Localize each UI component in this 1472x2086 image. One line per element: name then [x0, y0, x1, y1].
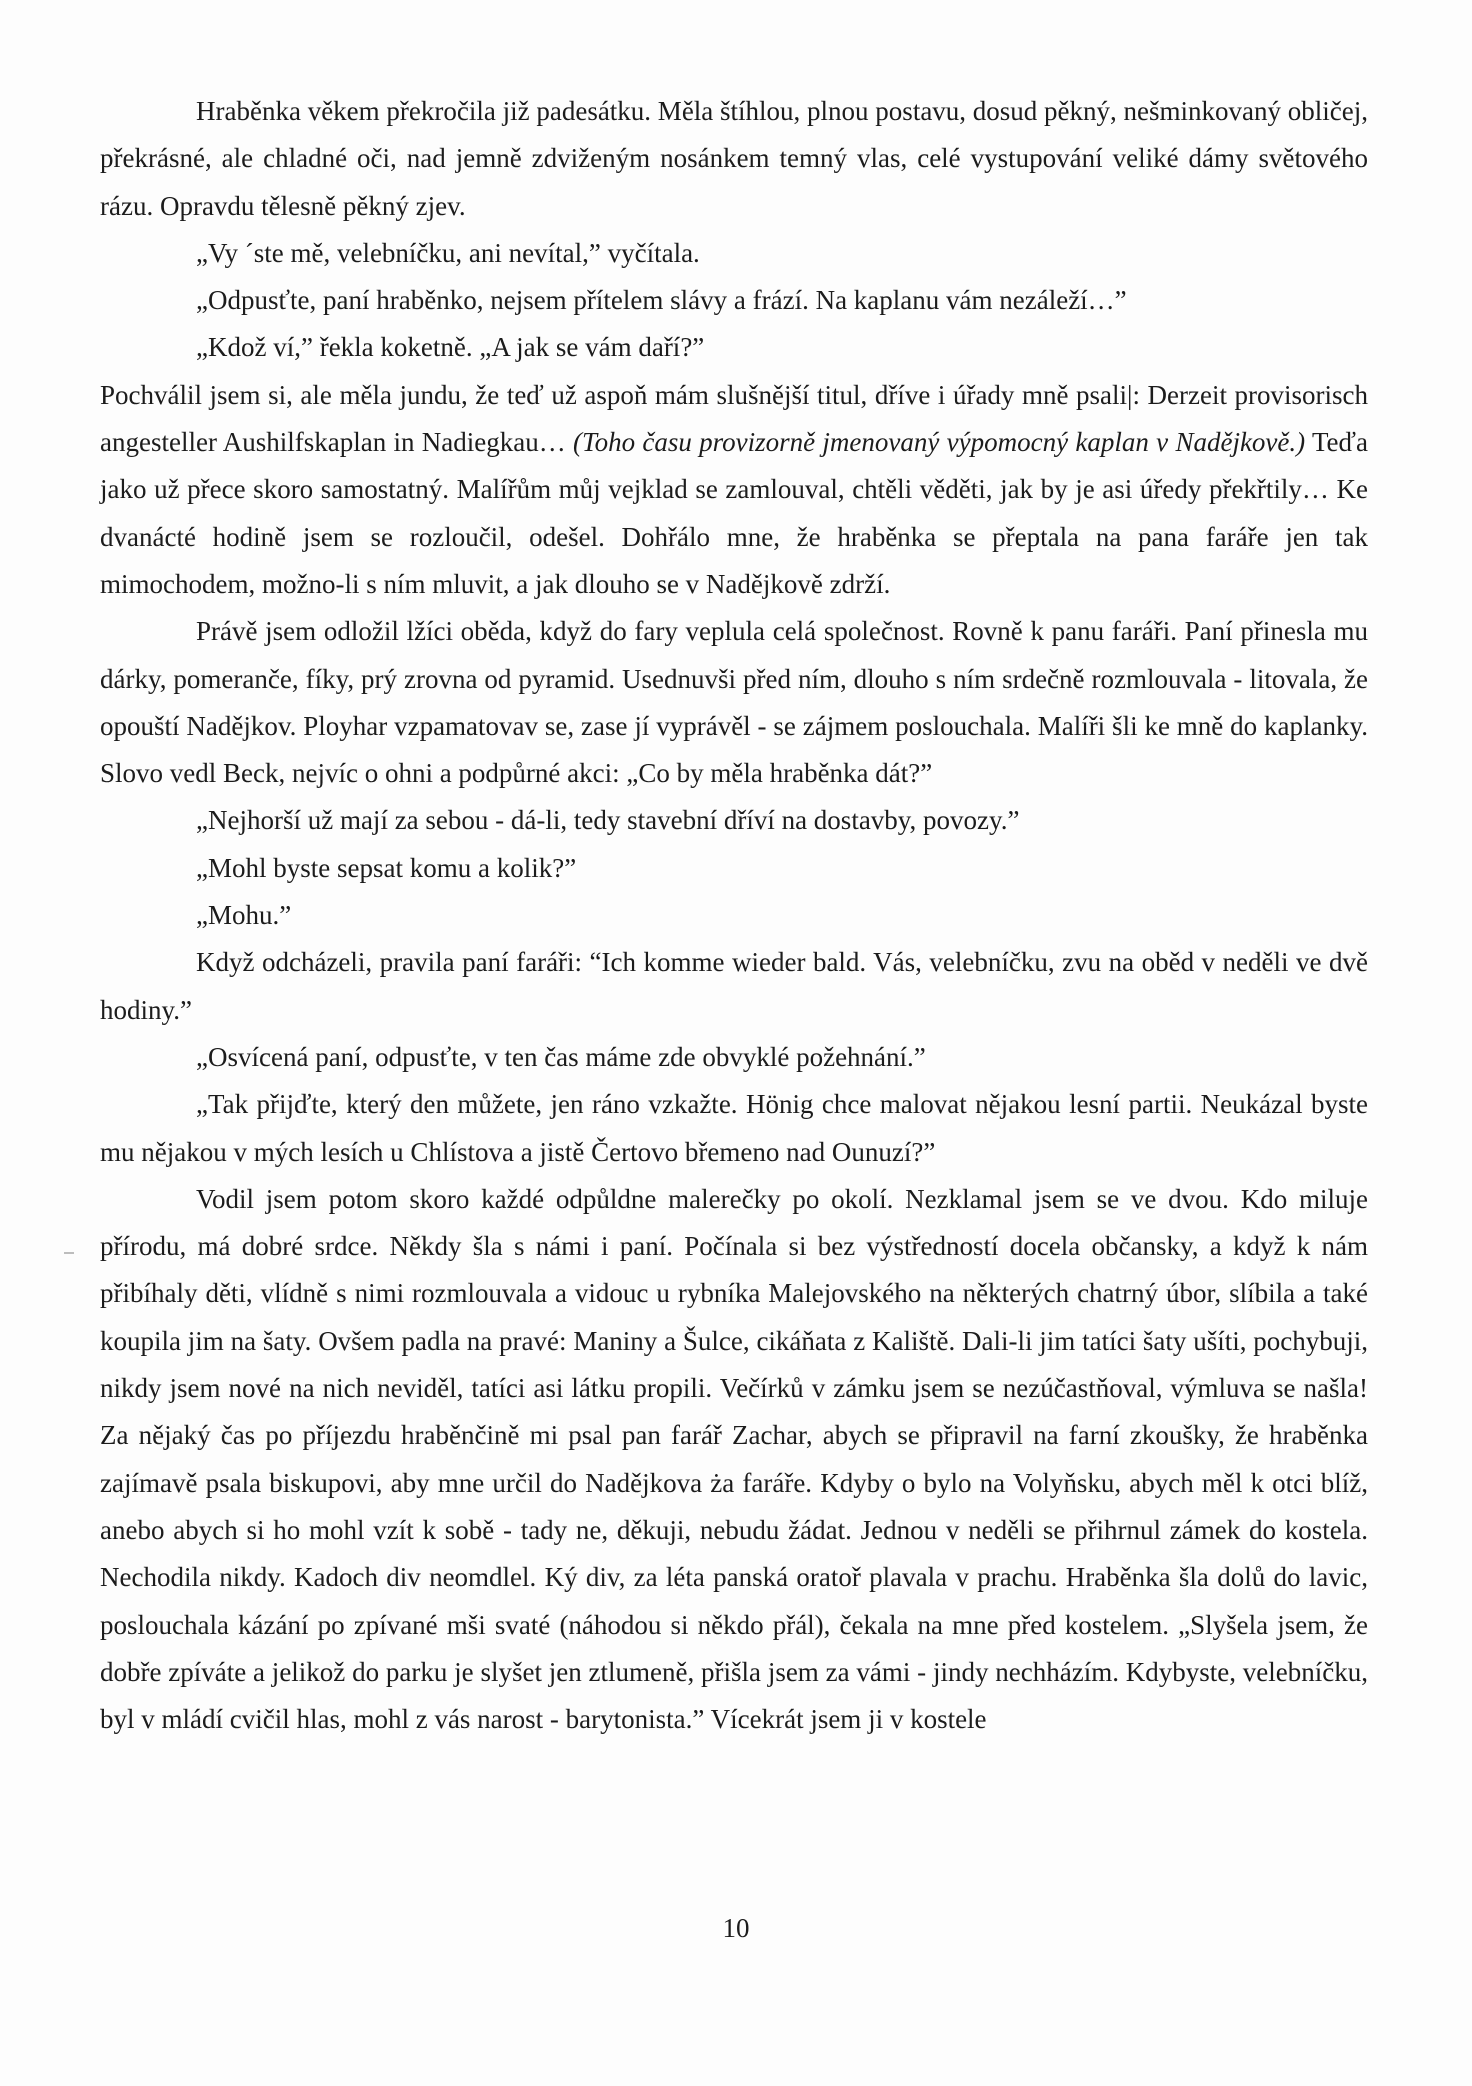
paragraph: „Nejhorší už mají za sebou - dá-li, tedy stavební dříví na dostavby, povozy.”	[196, 805, 1020, 836]
paragraph: „Odpusťte, paní hraběnko, nejsem přítelem slávy a frází. Na kaplanu vám nezáleží…”	[196, 285, 1127, 316]
paragraph: Když odcházeli, pravila paní faráři: “Ich komme wieder bald. Vás, velebníčku, zvu na oběd v neděli ve dvě hodiny.”	[100, 947, 1368, 1025]
paragraph: „Tak přijďte, který den můžete, jen ráno vzkažte. Hönig chce malovat nějakou lesní partii. Neukázal byste mu nějakou v mých lesích u Chlístova a jistě Čertovo břemeno nad Ounuzí?”	[100, 1089, 1368, 1167]
paragraph: „Kdož ví,” řekla koketně. „A jak se vám daří?”	[196, 332, 705, 363]
paragraph: „Mohl byste sepsat komu a kolik?”	[196, 852, 577, 883]
paragraph: Hraběnka věkem překročila již padesátku. Měla štíhlou, plnou postavu, dosud pěkný, nešminkovaný obličej, překrásné, ale chladné oči, nad jemně zdviženým nosánkem temný vlas, celé vystupování veliké dámy světového rázu. Opravdu tělesně pěkný zjev.	[100, 96, 1368, 221]
paragraph-text: Teďa jako už přece skoro samostatný. Malířům můj vejklad se zamlouval, chtěli věděti, jak by je asi úředy překřtily… Ke dvanácté hodině jsem se rozloučil, odešel. Dohřálo mne, že hraběnka se přeptala na pana faráře jen tak mimochodem, možno-li s ním mluvit, a jak dlouho se v Nadějkově zdrží.	[100, 427, 1368, 599]
page-number: 10	[722, 1913, 750, 1943]
paragraph: „Osvícená paní, odpusťte, v ten čas máme zde obvyklé požehnání.”	[196, 1041, 926, 1072]
paragraph: Právě jsem odložil lžíci oběda, když do fary veplula celá společnost. Rovně k panu faráři. Paní přinesla mu dárky, pomeranče, fíky, prý zrovna od pyramid. Usednuvši před ním, dlouho s ním srdečně rozmlouvala - litovala, že opouští Nadějkov. Ployhar vzpamatovav se, zase jí vyprávěl - se zájmem poslouchala. Malíři šli ke mně do kaplanky. Slovo vedl Beck, nejvíc o ohni a podpůrné akci: „Co by měla hraběnka dát?”	[100, 616, 1368, 789]
paragraph: „Mohu.”	[196, 900, 292, 931]
paragraph: „Vy ´ste mě, velebníčku, ani nevítal,” vyčítala.	[196, 237, 700, 268]
body-text	[100, 88, 1368, 1743]
paragraph-text: Pochválil jsem si, ale měla jundu, že teď už aspoň mám slušnější titul, dříve i úřady mně psali|: Derzeit provisorisch angesteller Aushilfskaplan in Nadiegkau…	[100, 379, 1368, 458]
italic-translation: (Toho času provizorně jmenovaný výpomocný kaplan v Nadějkově.)	[573, 427, 1306, 458]
paragraph: Vodil jsem potom skoro každé odpůldne malerečky po okolí. Nezklamal jsem se ve dvou. Kdo miluje přírodu, má dobré srdce. Někdy šla s námi i paní. Počínala si bez výstředností docela občansky, a když k nám přibíhaly děti, vlídně s nimi rozmlouvala a vidouc u rybníka Malejovského na některých chatrný úbor, slíbila a také koupila jim na šaty. Ovšem padla na pravé: Maniny a Šulce, cikáňata z Kaliště. Dali-li jim tatíci šaty ušíti, pochybuji, nikdy jsem nové na nich neviděl, tatíci asi látku propili. Večírků v zámku jsem se nezúčastňoval, výmluva se našla! Za nějaký čas po příjezdu hraběnčině mi psal pan farář Zachar, abych se připravil na farní zkoušky, že hraběnka zajímavě psala biskupovi, aby mne určil do Nadějkova ża faráře. Kdyby o bylo na Volyňsku, abych měl k otci blíž, anebo abych si ho mohl vzít k sobě - tady ne, děkuji, nebudu žádat. Jednou v neděli se přihrnul zámek do kostela. Nechodila nikdy. Kadoch div neomdlel. Ký div, za léta panská oratoř plavala v prachu. Hraběnka šla dolů do lavic, poslouchala kázání po zpívané mši svaté (náhodou si někdo přál), čekala na mne před kostelem. „Slyšela jsem, že dobře zpíváte a jelikož do parku je slyšet jen ztlumeně, přišla jsem za vámi - jindy nechházím. Kdybyste, velebníčku, byl v mládí cvičil hlas, mohl z vás narost - barytonista.” Vícekrát jsem ji v kostele	[100, 1183, 1368, 1735]
paragraph	[100, 372, 1368, 608]
margin-mark	[64, 1252, 74, 1254]
